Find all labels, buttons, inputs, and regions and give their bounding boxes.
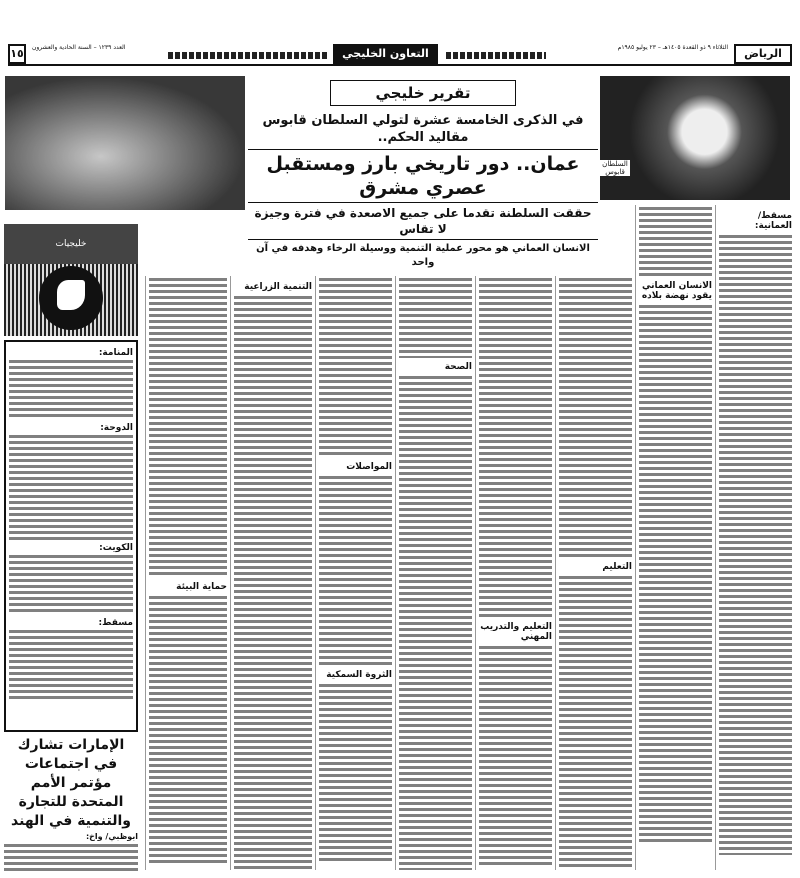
side-story-dateline: ابوظبي/ واخ: [4, 831, 138, 842]
article-column [230, 276, 315, 870]
subhead: المواصلات [319, 462, 392, 472]
subhead: الانسان العماني يقود نهضة بلاده [639, 281, 712, 301]
body-text [639, 207, 712, 277]
article-label: تقرير خليجي [330, 80, 516, 106]
body-text [479, 646, 552, 866]
masthead-logo: الرياض [734, 44, 792, 64]
news-item-city: المنامة: [98, 348, 133, 358]
body-text [399, 376, 472, 870]
subhead: التعليم [559, 562, 632, 572]
sultan-portrait [600, 76, 790, 200]
article-column [715, 205, 795, 870]
body-text [4, 844, 138, 872]
aerial-photo [5, 76, 245, 210]
news-item-text [9, 630, 133, 700]
section-title: التعاون الخليجي [333, 44, 438, 64]
divider [446, 52, 546, 59]
dateline: مسقط/ العمانية: [719, 211, 792, 231]
deck: الانسان العماني هو محور عملية التنمية ووسيلة الرخاء وهدفه في آن واحد [256, 243, 590, 268]
photo-caption: السلطان قابوس [600, 160, 630, 176]
body-text [149, 596, 227, 866]
side-story-body [4, 831, 138, 872]
subhead: التعليم والتدريب المهني [480, 622, 552, 642]
article-column [315, 276, 395, 870]
page-number: ١٥ [8, 44, 26, 64]
news-item-city: الكويت: [99, 543, 133, 553]
gulf-map-graphic [4, 224, 138, 336]
body-text [319, 476, 392, 666]
article-column [475, 276, 555, 870]
article-column [395, 276, 475, 870]
map-icon [39, 266, 103, 330]
article-column [555, 276, 635, 870]
body-text [319, 684, 392, 864]
news-item-text [9, 435, 133, 540]
headline-block [248, 80, 598, 270]
issue-date: الثلاثاء ٩ ذو القعدة ١٤٠٥هـ – ٢٣ يوليو ١٩٨٥م [617, 44, 728, 51]
article-column [635, 205, 715, 870]
subhead: الصحة [399, 362, 472, 372]
body-text [639, 305, 712, 845]
map-title: خليجيات [4, 224, 138, 264]
news-item-text [9, 555, 133, 615]
issue-info: العدد ١٢٣٩ – السنة الحادية والعشرون [32, 44, 126, 51]
body-text [399, 278, 472, 358]
subhead: حماية البيئة [149, 582, 227, 592]
body-text [559, 278, 632, 558]
gulf-news-box [4, 340, 138, 732]
body-text [559, 576, 632, 870]
page-header [8, 44, 792, 66]
subheadline: حققت السلطنة تقدما على جميع الاصعدة في فترة وجيزة لا تقاس [248, 203, 598, 240]
article-column [145, 276, 230, 870]
kicker: في الذكرى الخامسة عشرة لتولي السلطان قابوس مقاليد الحكم.. [262, 113, 584, 145]
side-story-headline: الإمارات تشارك في اجتماعات مؤتمر الأمم المتحدة للتجارة والتنمية في الهند [11, 737, 131, 829]
article-columns [145, 276, 635, 870]
news-item-city: مسقط: [98, 618, 133, 628]
subhead: الثروة السمكية [319, 670, 392, 680]
subhead: التنمية الزراعية [234, 282, 312, 292]
body-text [234, 296, 312, 870]
body-text [479, 278, 552, 618]
body-text [319, 278, 392, 458]
body-text [719, 235, 792, 855]
news-item-text [9, 360, 133, 420]
divider [168, 52, 328, 59]
news-item-city: الدوحة: [100, 423, 133, 433]
side-story [4, 736, 138, 872]
body-text [149, 278, 227, 578]
headline: عمان.. دور تاريخي بارز ومستقبل عصري مشرق [248, 149, 598, 203]
